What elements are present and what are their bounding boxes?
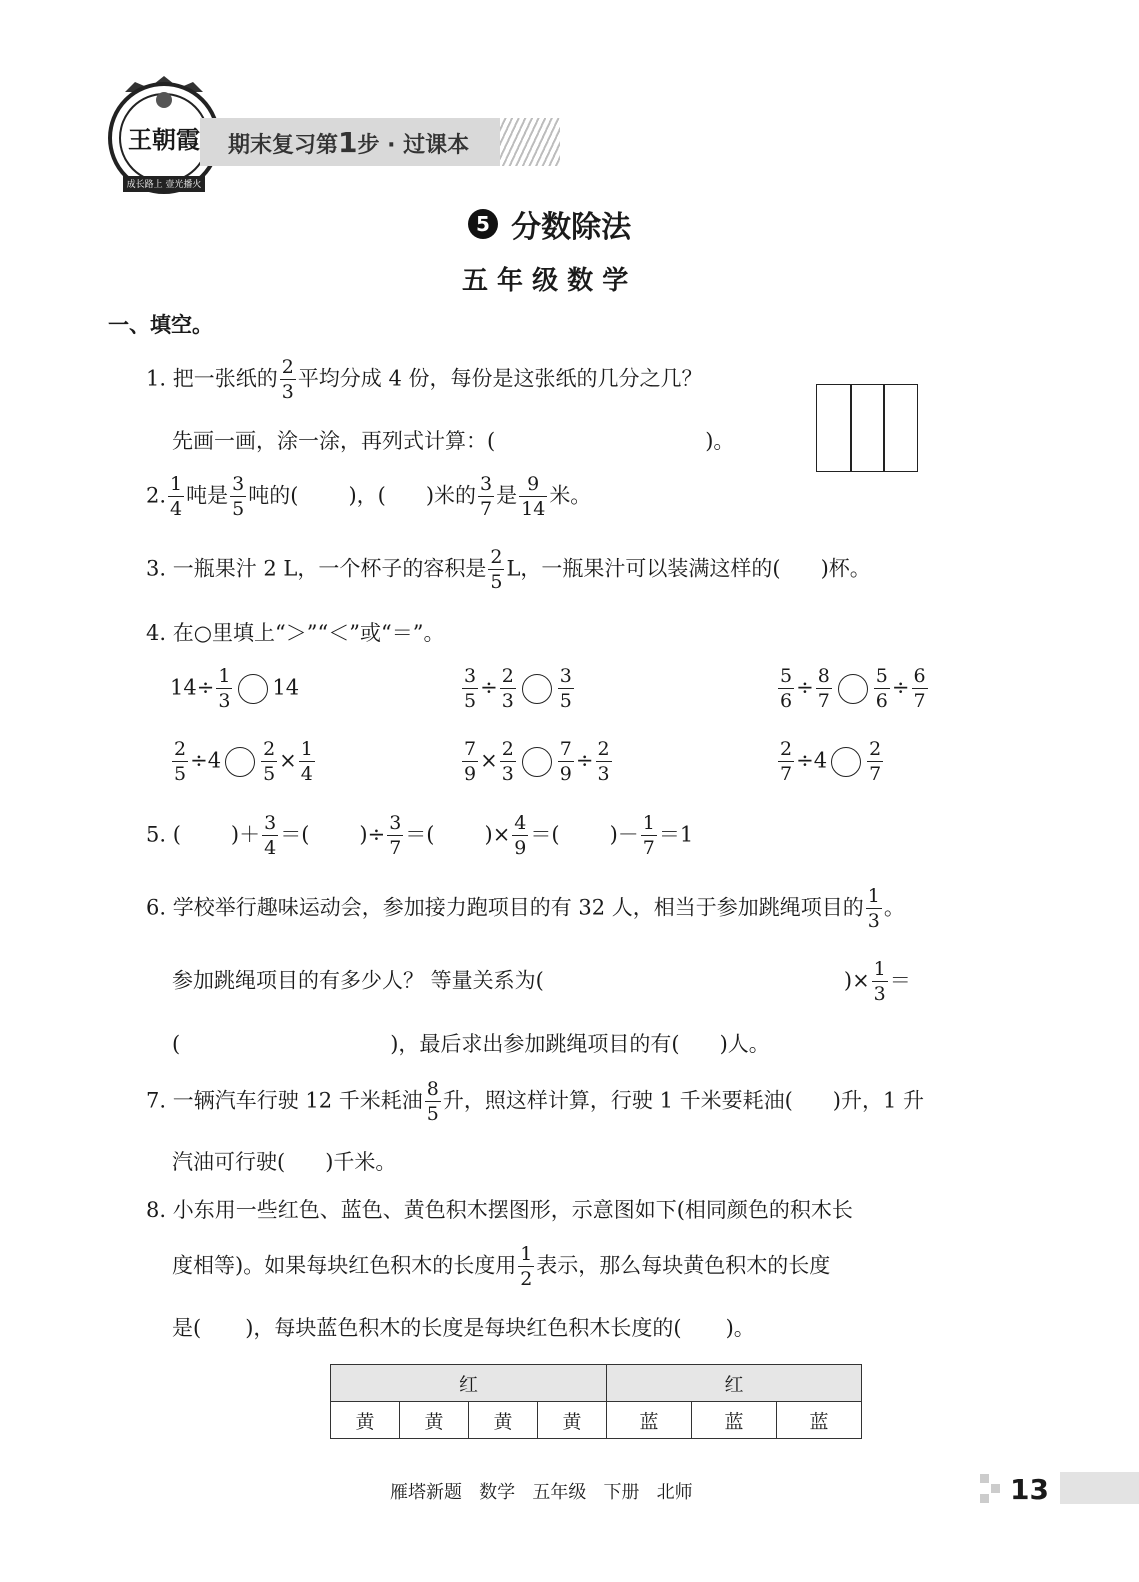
footer-squares	[980, 1474, 1002, 1504]
question-3: 3. 一瓶果汁 2 L，一个杯子的容积是 $\frac{2}{5}$ L，一瓶果汁可以装满这样的( )杯。	[146, 546, 871, 593]
banner-title: 期末复习第1步 · 过课本	[228, 126, 470, 159]
compare-4: $\frac{2}{5}$ ÷4 $\frac{2}{5}$ × $\frac{1}{4}$	[174, 738, 313, 785]
chapter-title	[468, 202, 631, 246]
logo-ribbon: 成长路上 壹光播火	[126, 180, 202, 190]
compare-circle[interactable]	[522, 674, 552, 704]
question-7: 7. 一辆汽车行驶 12 千米耗油 $\frac{8}{5}$ 升，照这样计算，行驶 1 千米要耗油( )升，1 升	[146, 1078, 925, 1125]
compare-2: $\frac{3}{5}$ ÷ $\frac{2}{3}$ $\frac{3}{5}$	[464, 665, 572, 712]
subtitle: 五 年 级 数 学	[462, 266, 629, 296]
question-8-line3: 是( )，每块蓝色积木的长度是每块红色积木长度的( )。	[172, 1316, 755, 1340]
question-5: 5. ( )＋ $\frac{3}{4}$ ＝( )÷ $\frac{3}{7}$ ＝( )× $\frac{4}{9}$ ＝( )－ $\frac{1}{7}$ ＝1	[146, 812, 694, 859]
yellow-block: 黄	[331, 1402, 400, 1439]
question-1-line2: 先画一画，涂一涂，再列式计算：( )。	[172, 429, 735, 453]
fraction: $\frac{2}{3}$	[281, 356, 294, 403]
compare-3: $\frac{5}{6}$ ÷ $\frac{8}{7}$ $\frac{5}{6}$ ÷ $\frac{6}{7}$	[780, 665, 926, 712]
yellow-block: 黄	[400, 1402, 469, 1439]
blocks-diagram	[330, 1364, 862, 1439]
footer-text: 雁塔新题 数学 五年级 下册 北师	[390, 1482, 693, 1503]
section-heading: 一、填空。	[108, 313, 213, 337]
page-number: 13	[1010, 1473, 1049, 1506]
question-8: 8. 小东用一些红色、蓝色、黄色积木摆图形，示意图如下(相同颜色的积木长	[146, 1198, 853, 1222]
compare-circle[interactable]	[225, 747, 255, 777]
question-6: 6. 学校举行趣味运动会，参加接力跑项目的有 32 人，相当于参加跳绳项目的 $\frac{1}{3}$ 。	[146, 885, 905, 932]
compare-6: $\frac{2}{7}$ ÷4 $\frac{2}{7}$	[780, 738, 882, 785]
compare-circle[interactable]	[838, 674, 868, 704]
blue-block: 蓝	[692, 1402, 777, 1439]
question-7-line2: 汽油可行驶( )千米。	[172, 1150, 397, 1174]
question-4: 4. 在○里填上“＞”“＜”或“＝”。	[146, 621, 445, 645]
compare-circle[interactable]	[238, 674, 268, 704]
compare-circle[interactable]	[831, 747, 861, 777]
compare-5: $\frac{7}{9}$ × $\frac{2}{3}$ $\frac{7}{9}$ ÷ $\frac{2}{3}$	[464, 738, 610, 785]
compare-1: 14÷ $\frac{1}{3}$ 14	[170, 665, 300, 712]
banner-stripes	[500, 118, 560, 166]
question-8-line2: 度相等)。如果每块红色积木的长度用 $\frac{1}{2}$ 表示，那么每块黄色积木的长度	[172, 1243, 831, 1290]
yellow-block: 黄	[469, 1402, 538, 1439]
chapter-badge: 5	[468, 209, 498, 239]
blue-block: 蓝	[777, 1402, 862, 1439]
compare-circle[interactable]	[522, 747, 552, 777]
question-1: 1. 把一张纸的 $\frac{2}{3}$ 平均分成 4 份，每份是这张纸的几分之几？	[146, 356, 703, 403]
yellow-block: 黄	[538, 1402, 607, 1439]
question-6-line2: 参加跳绳项目的有多少人？ 等量关系为( )× $\frac{1}{3}$ ＝	[172, 958, 911, 1005]
red-block: 红	[607, 1365, 862, 1402]
blue-block: 蓝	[607, 1402, 692, 1439]
red-block: 红	[331, 1365, 607, 1402]
paper-drawing-box	[816, 384, 918, 472]
footer-bar	[1060, 1472, 1139, 1504]
question-6-line3: ( )，最后求出参加跳绳项目的有( )人。	[172, 1032, 770, 1056]
logo-name: 王朝霞	[128, 125, 200, 154]
chapter-name: 分数除法	[511, 210, 632, 245]
question-2: 2. $\frac{1}{4}$ 吨是 $\frac{3}{5}$ 吨的( )，( )米的 $\frac{3}{7}$ 是 $\frac{9}{14}$ 米。	[146, 473, 592, 520]
